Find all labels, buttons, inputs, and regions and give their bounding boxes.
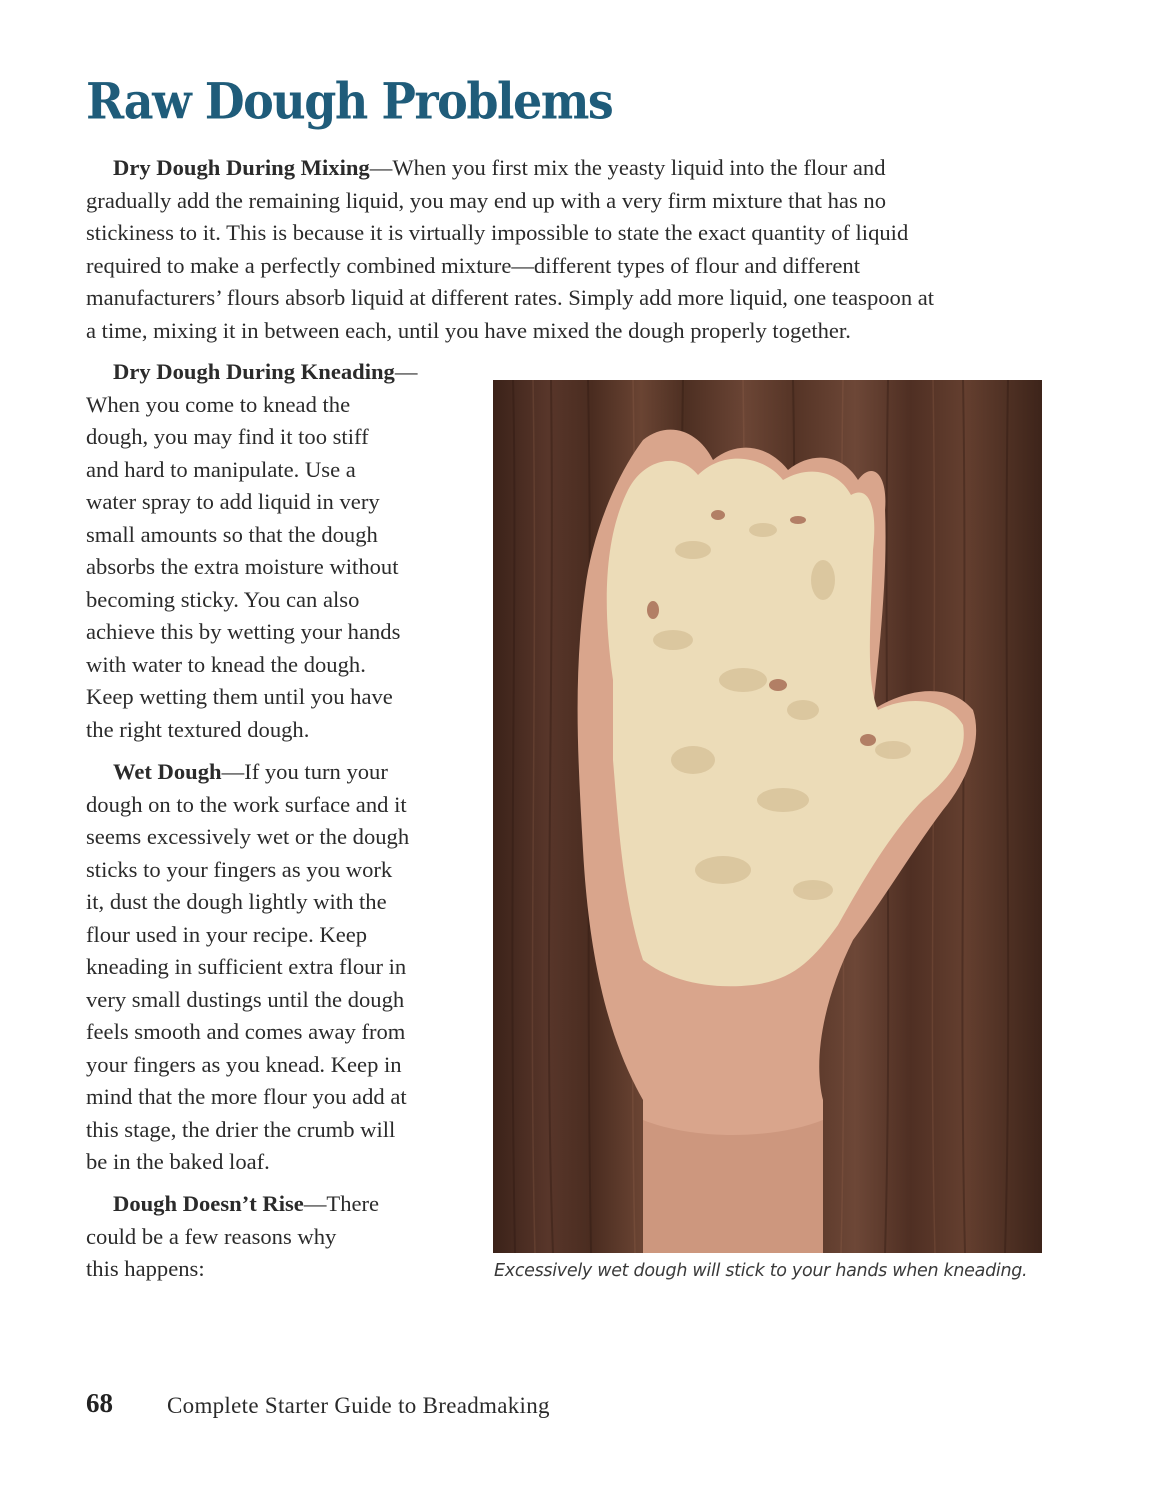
- body-line: flour used in your recipe. Keep: [86, 921, 368, 947]
- body-line: kneading in sufficient extra flour in: [86, 954, 407, 979]
- arm-shadow: [643, 1120, 823, 1253]
- body-line: manufacturers’ flours absorb liquid at different rates. Simply add more liquid, one teaspoon at: [86, 285, 935, 310]
- paragraph-wet-dough: [86, 756, 466, 1179]
- body-line: sticks to your fingers as you work: [86, 856, 393, 882]
- body-line: When you come to knead the: [86, 391, 351, 417]
- body-line: becoming sticky. You can also: [86, 586, 360, 612]
- paragraph-dry-dough-mixing: [86, 152, 1086, 347]
- body-line: required to make a perfectly combined mixture—different types of flour and different: [86, 252, 860, 278]
- body-line: Keep wetting them until you have: [86, 684, 393, 709]
- body-line: gradually add the remaining liquid, you may end up with a very firm mixture that has no: [86, 187, 887, 213]
- body-line: your fingers as you knead. Keep in: [86, 1051, 402, 1077]
- body-line: seems excessively wet or the dough: [86, 824, 410, 849]
- body-line: very small dustings until the dough: [86, 986, 405, 1012]
- paragraph-dough-doesnt-rise: [86, 1188, 466, 1286]
- body-line: dough on to the work surface and it: [86, 791, 407, 817]
- body-line: mind that the more flour you add at: [86, 1084, 407, 1109]
- lead-dough-doesnt-rise: Dough Doesn’t Rise: [113, 1191, 304, 1216]
- body-line: stickiness to it. This is because it is virtually impossible to state the exact quantity of liquid: [86, 220, 909, 245]
- lead-dry-dough-kneading: Dry Dough During Kneading: [113, 359, 395, 384]
- dough-hand-illustration: [493, 380, 1042, 1253]
- paragraph-dry-dough-kneading: [86, 356, 466, 746]
- body-line: could be a few reasons why: [86, 1223, 337, 1249]
- body-line: achieve this by wetting your hands: [86, 619, 401, 644]
- body-line: be in the baked loaf.: [86, 1149, 270, 1174]
- body-line: it, dust the dough lightly with the: [86, 889, 387, 914]
- body-line: dough, you may find it too stiff: [86, 424, 369, 449]
- body-line: —When you first mix the yeasty liquid into the flour and: [369, 155, 886, 180]
- body-line: —If you turn your: [221, 759, 388, 784]
- running-footer-title: Complete Starter Guide to Breadmaking: [167, 1393, 550, 1418]
- body-line: the right textured dough.: [86, 716, 310, 742]
- body-line: water spray to add liquid in very: [86, 489, 380, 514]
- body-line: —: [394, 359, 418, 384]
- body-line: —There: [303, 1191, 380, 1216]
- page-title: Raw Dough Problems: [86, 72, 613, 131]
- dough-hand-photo: [493, 380, 1042, 1253]
- lead-dry-dough-mixing: Dry Dough During Mixing: [113, 155, 370, 180]
- body-line: small amounts so that the dough: [86, 521, 378, 547]
- body-line: feels smooth and comes away from: [86, 1019, 406, 1044]
- body-line: with water to knead the dough.: [86, 651, 366, 677]
- body-line: a time, mixing it in between each, until you have mixed the dough properly together.: [86, 317, 851, 343]
- body-line: this happens:: [86, 1256, 205, 1281]
- page-number: 68: [86, 1388, 113, 1418]
- dough-mass: [607, 459, 964, 987]
- lead-wet-dough: Wet Dough: [113, 759, 222, 784]
- body-line: absorbs the extra moisture without: [86, 554, 399, 579]
- body-line: and hard to manipulate. Use a: [86, 456, 356, 482]
- figure-caption: Excessively wet dough will stick to your hands when kneading.: [494, 1261, 1028, 1281]
- body-line: this stage, the drier the crumb will: [86, 1116, 396, 1142]
